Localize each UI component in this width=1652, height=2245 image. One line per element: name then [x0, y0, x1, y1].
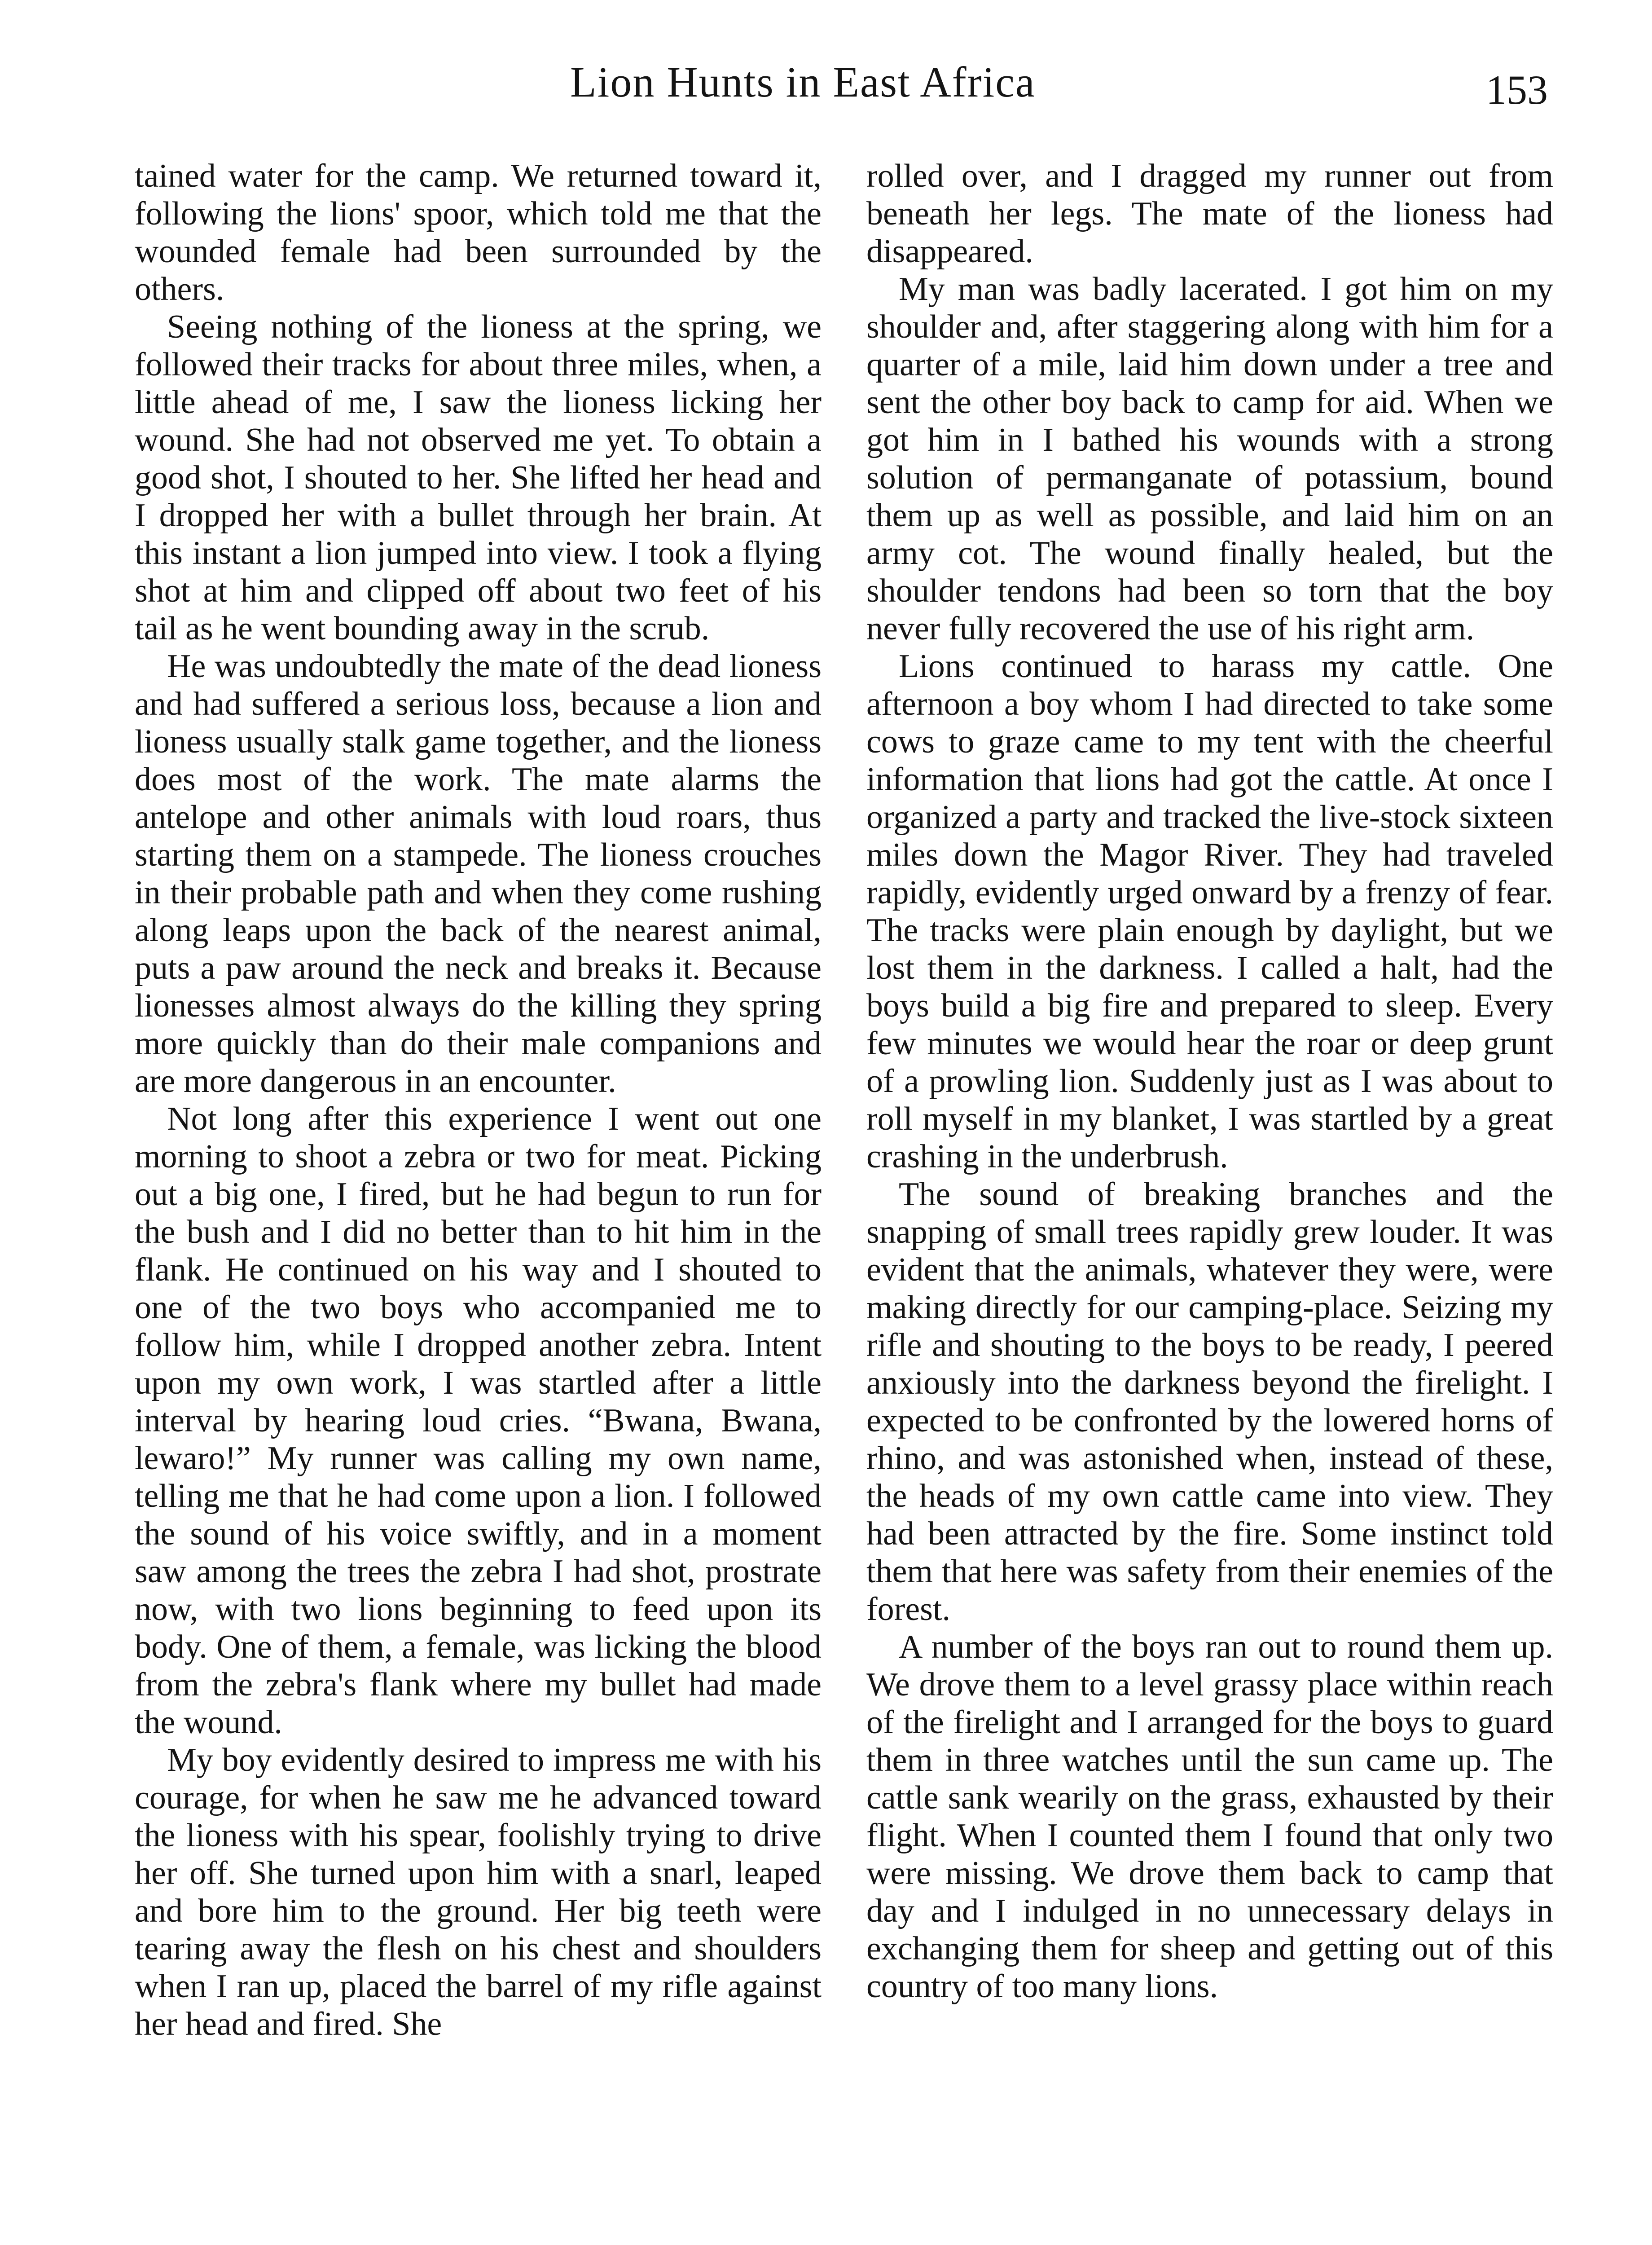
- paragraph: My man was badly lacerated. I got him on my shoulder and, after staggering along with him for a quarter of a mile, laid him down under a tree and sent the other boy back to camp for aid. When we got him in I bathed his wounds with a strong solution of permanganate of potassium, bound them up as well as possible, and laid him on an army cot. The wound finally healed, but the shoulder tendons had been so torn that the boy never fully recovered the use of his right arm.: [866, 271, 1553, 647]
- paragraph: Lions continued to harass my cattle. One afternoon a boy whom I had directed to take some cows to graze came to my tent with the cheerful information that lions had got the cattle. At once I organized a party and tracked the live-stock sixteen miles down the Magor River. They had traveled rapidly, evidently urged onward by a frenzy of fear. The tracks were plain enough by daylight, but we lost them in the darkness. I called a halt, had the boys build a big fire and prepared to sleep. Every few minutes we would hear the roar or deep grunt of a prowling lion. Suddenly just as I was about to roll myself in my blanket, I was startled by a great crashing in the underbrush.: [866, 648, 1553, 1175]
- paragraph: He was undoubtedly the mate of the dead lioness and had suffered a serious loss, because a lion and lioness usually stalk game together, and the lioness does most of the work. The mate alarms the antelope and other animals with loud roars, thus starting them on a stampede. The lioness crouches in their probable path and when they come rushing along leaps upon the back of the nearest animal, puts a paw around the neck and breaks it. Because lionesses almost always do the killing they spring more quickly than do their male companions and are more dangerous in an encounter.: [135, 648, 822, 1100]
- paragraph: rolled over, and I dragged my runner out from beneath her legs. The mate of the lioness had disappeared.: [866, 158, 1553, 270]
- paragraph: The sound of breaking branches and the snapping of small trees rapidly grew louder. It was evident that the animals, whatever they were, were making directly for our camping-place. Seizing my rifle and shouting to the boys to be ready, I peered anxiously into the darkness beyond the firelight. I expected to be confronted by the lowered horns of rhino, and was astonished when, instead of these, the heads of my own cattle came into view. They had been attracted by the fire. Some instinct told them that here was safety from their enemies of the forest.: [866, 1176, 1553, 1628]
- paragraph: My boy evidently desired to impress me with his courage, for when he saw me he advanced toward the lioness with his spear, foolishly trying to drive her off. She turned upon him with a snarl, leaped and bore him to the ground. Her big teeth were tearing away the flesh on his chest and shoulders when I ran up, placed the barrel of my rifle against her head and fired. She: [135, 1742, 822, 2043]
- paragraph: A number of the boys ran out to round them up. We drove them to a level grassy place within reach of the firelight and I arranged for the boys to guard them in three watches until the sun came up. The cattle sank wearily on the grass, exhausted by their flight. When I counted them I found that only two were missing. We drove them back to camp that day and I indulged in no unnecessary delays in exchanging them for sheep and getting out of this country of too many lions.: [866, 1629, 1553, 2005]
- paragraph: tained water for the camp. We returned toward it, following the lions' spoor, which told me that the wounded female had been surrounded by the others.: [135, 158, 822, 308]
- right-column: [866, 157, 1553, 2005]
- left-column: [135, 157, 822, 2043]
- page-number: 153: [1486, 67, 1548, 113]
- running-head: Lion Hunts in East Africa: [570, 58, 1036, 106]
- paragraph: Seeing nothing of the lioness at the spring, we followed their tracks for about three miles, when, a little ahead of me, I saw the lioness licking her wound. She had not observed me yet. To obtain a good shot, I shouted to her. She lifted her head and I dropped her with a bullet through her brain. At this instant a lion jumped into view. I took a flying shot at him and clipped off about two feet of his tail as he went bounding away in the scrub.: [135, 308, 822, 647]
- paragraph: Not long after this experience I went out one morning to shoot a zebra or two for meat. Picking out a big one, I fired, but he had begun to run for the bush and I did no better than to hit him in the flank. He continued on his way and I shouted to one of the two boys who accompanied me to follow him, while I dropped another zebra. Intent upon my own work, I was startled after a little interval by hearing loud cries. “Bwana, Bwana, lewaro!” My runner was calling my own name, telling me that he had come upon a lion. I followed the sound of his voice swiftly, and in a moment saw among the trees the zebra I had shot, prostrate now, with two lions beginning to feed upon its body. One of them, a female, was licking the blood from the zebra's flank where my bullet had made the wound.: [135, 1100, 822, 1741]
